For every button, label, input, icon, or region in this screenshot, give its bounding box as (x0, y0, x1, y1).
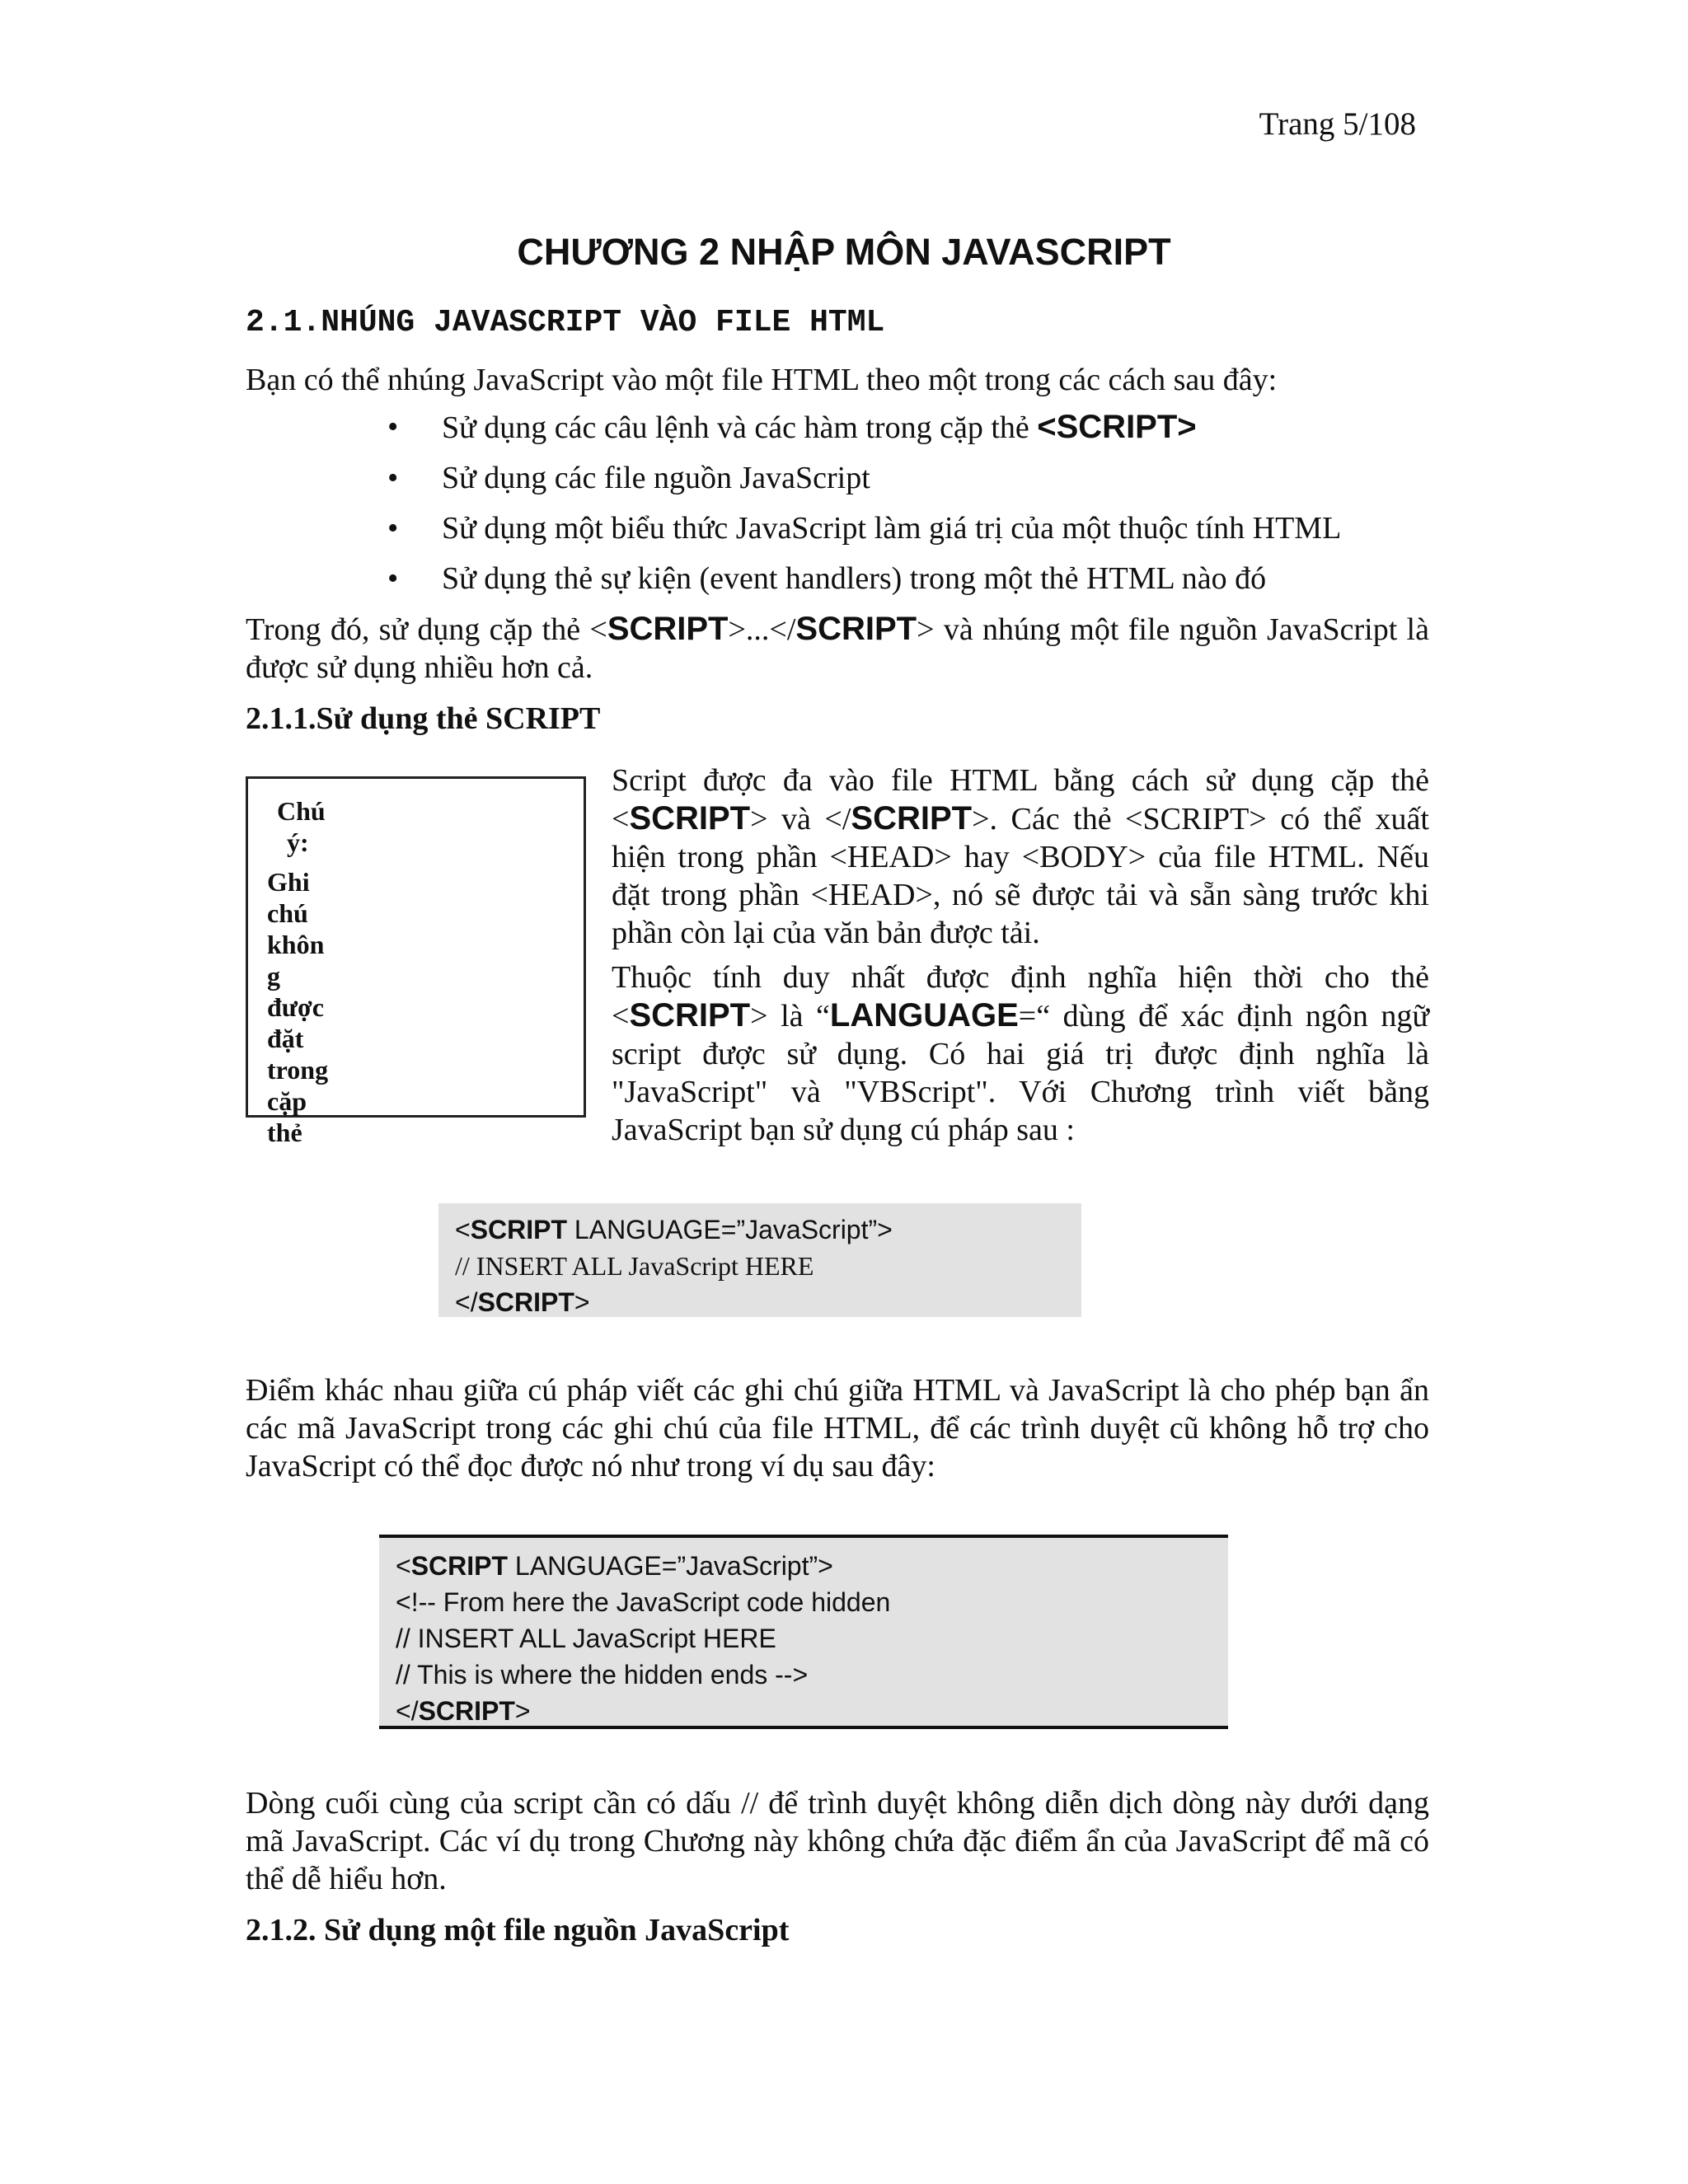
section-heading-2-1-2: 2.1.2. Sử dụng một file nguồn JavaScript (246, 1913, 790, 1947)
script-tag-paragraph: Script được đa vào file HTML bằng cách sử dụng cặp thẻ <SCRIPT> và </SCRIPT>. Các thẻ <SCRIPT> có thể xuất hiện trong phần <HEAD> hay <BODY> của file HTML. Nếu đặt trong phần <HEAD>, nó sẽ được tải và sẵn sàng trước khi phần còn lại của văn bản được tải. (612, 763, 1429, 950)
section-heading-2-1-1: 2.1.1.Sử dụng thẻ SCRIPT (246, 701, 601, 736)
list-item: • Sử dụng một biểu thức JavaScript làm giá trị của một thuộc tính HTML (387, 504, 1341, 554)
summary-paragraph: Trong đó, sử dụng cặp thẻ <SCRIPT>...</SCRIPT> và nhúng một file nguồn JavaScript là được sử dụng nhiều hơn cả. (246, 611, 1429, 685)
section-heading-2-1: 2.1.NHÚNG JAVASCRIPT VÀO FILE HTML (246, 305, 885, 340)
note-text: Chú ý: Ghi chú khôn g được đặt trong cặp thẻ (267, 796, 329, 1147)
list-item: • Sử dụng các file nguồn JavaScript (387, 453, 1341, 504)
code-example-2: <SCRIPT LANGUAGE=”JavaScript”> <!-- From here the JavaScript code hidden // INSERT ALL JavaScript HERE // This is where the hidden ends --> </SCRIPT> (379, 1535, 1228, 1729)
code-example-1: <SCRIPT LANGUAGE=”JavaScript”> // INSERT ALL JavaScript HERE </SCRIPT> (438, 1203, 1081, 1317)
list-item: • Sử dụng thẻ sự kiện (event handlers) trong một thẻ HTML nào đó (387, 554, 1341, 604)
page-number: Trang 5/108 (1259, 106, 1416, 142)
last-line-paragraph: Dòng cuối cùng của script cần có dấu // để trình duyệt không diễn dịch dòng này dưới dạng mã JavaScript. Các ví dụ trong Chương này không chứa đặc điểm ẩn của JavaScript để mã có thể dễ hiểu hơn. (246, 1786, 1429, 1896)
chapter-title: CHƯƠNG 2 NHẬP MÔN JAVASCRIPT (517, 231, 1171, 273)
list-item: • Sử dụng các câu lệnh và các hàm trong cặp thẻ <SCRIPT> (387, 402, 1341, 453)
language-attribute-paragraph: Thuộc tính duy nhất được định nghĩa hiện thời cho thẻ <SCRIPT> là “LANGUAGE=“ dùng để xác định ngôn ngữ script được sử dụng. Có hai giá trị được định nghĩa là "JavaScript" và "VBScript". Với Chương trình viết bằng JavaScript bạn sử dụng cú pháp sau : (612, 960, 1429, 1147)
script-tag-label: <SCRIPT> (1037, 409, 1197, 445)
embedding-methods-list (387, 402, 1341, 604)
comment-syntax-paragraph: Điểm khác nhau giữa cú pháp viết các ghi chú giữa HTML và JavaScript là cho phép bạn ẩn các mã JavaScript trong các ghi chú của file HTML, để các trình duyệt cũ không hỗ trợ cho JavaScript có thể đọc được nó như trong ví dụ sau đây: (246, 1373, 1429, 1483)
intro-paragraph: Bạn có thể nhúng JavaScript vào một file HTML theo một trong các cách sau đây: (246, 363, 1278, 397)
